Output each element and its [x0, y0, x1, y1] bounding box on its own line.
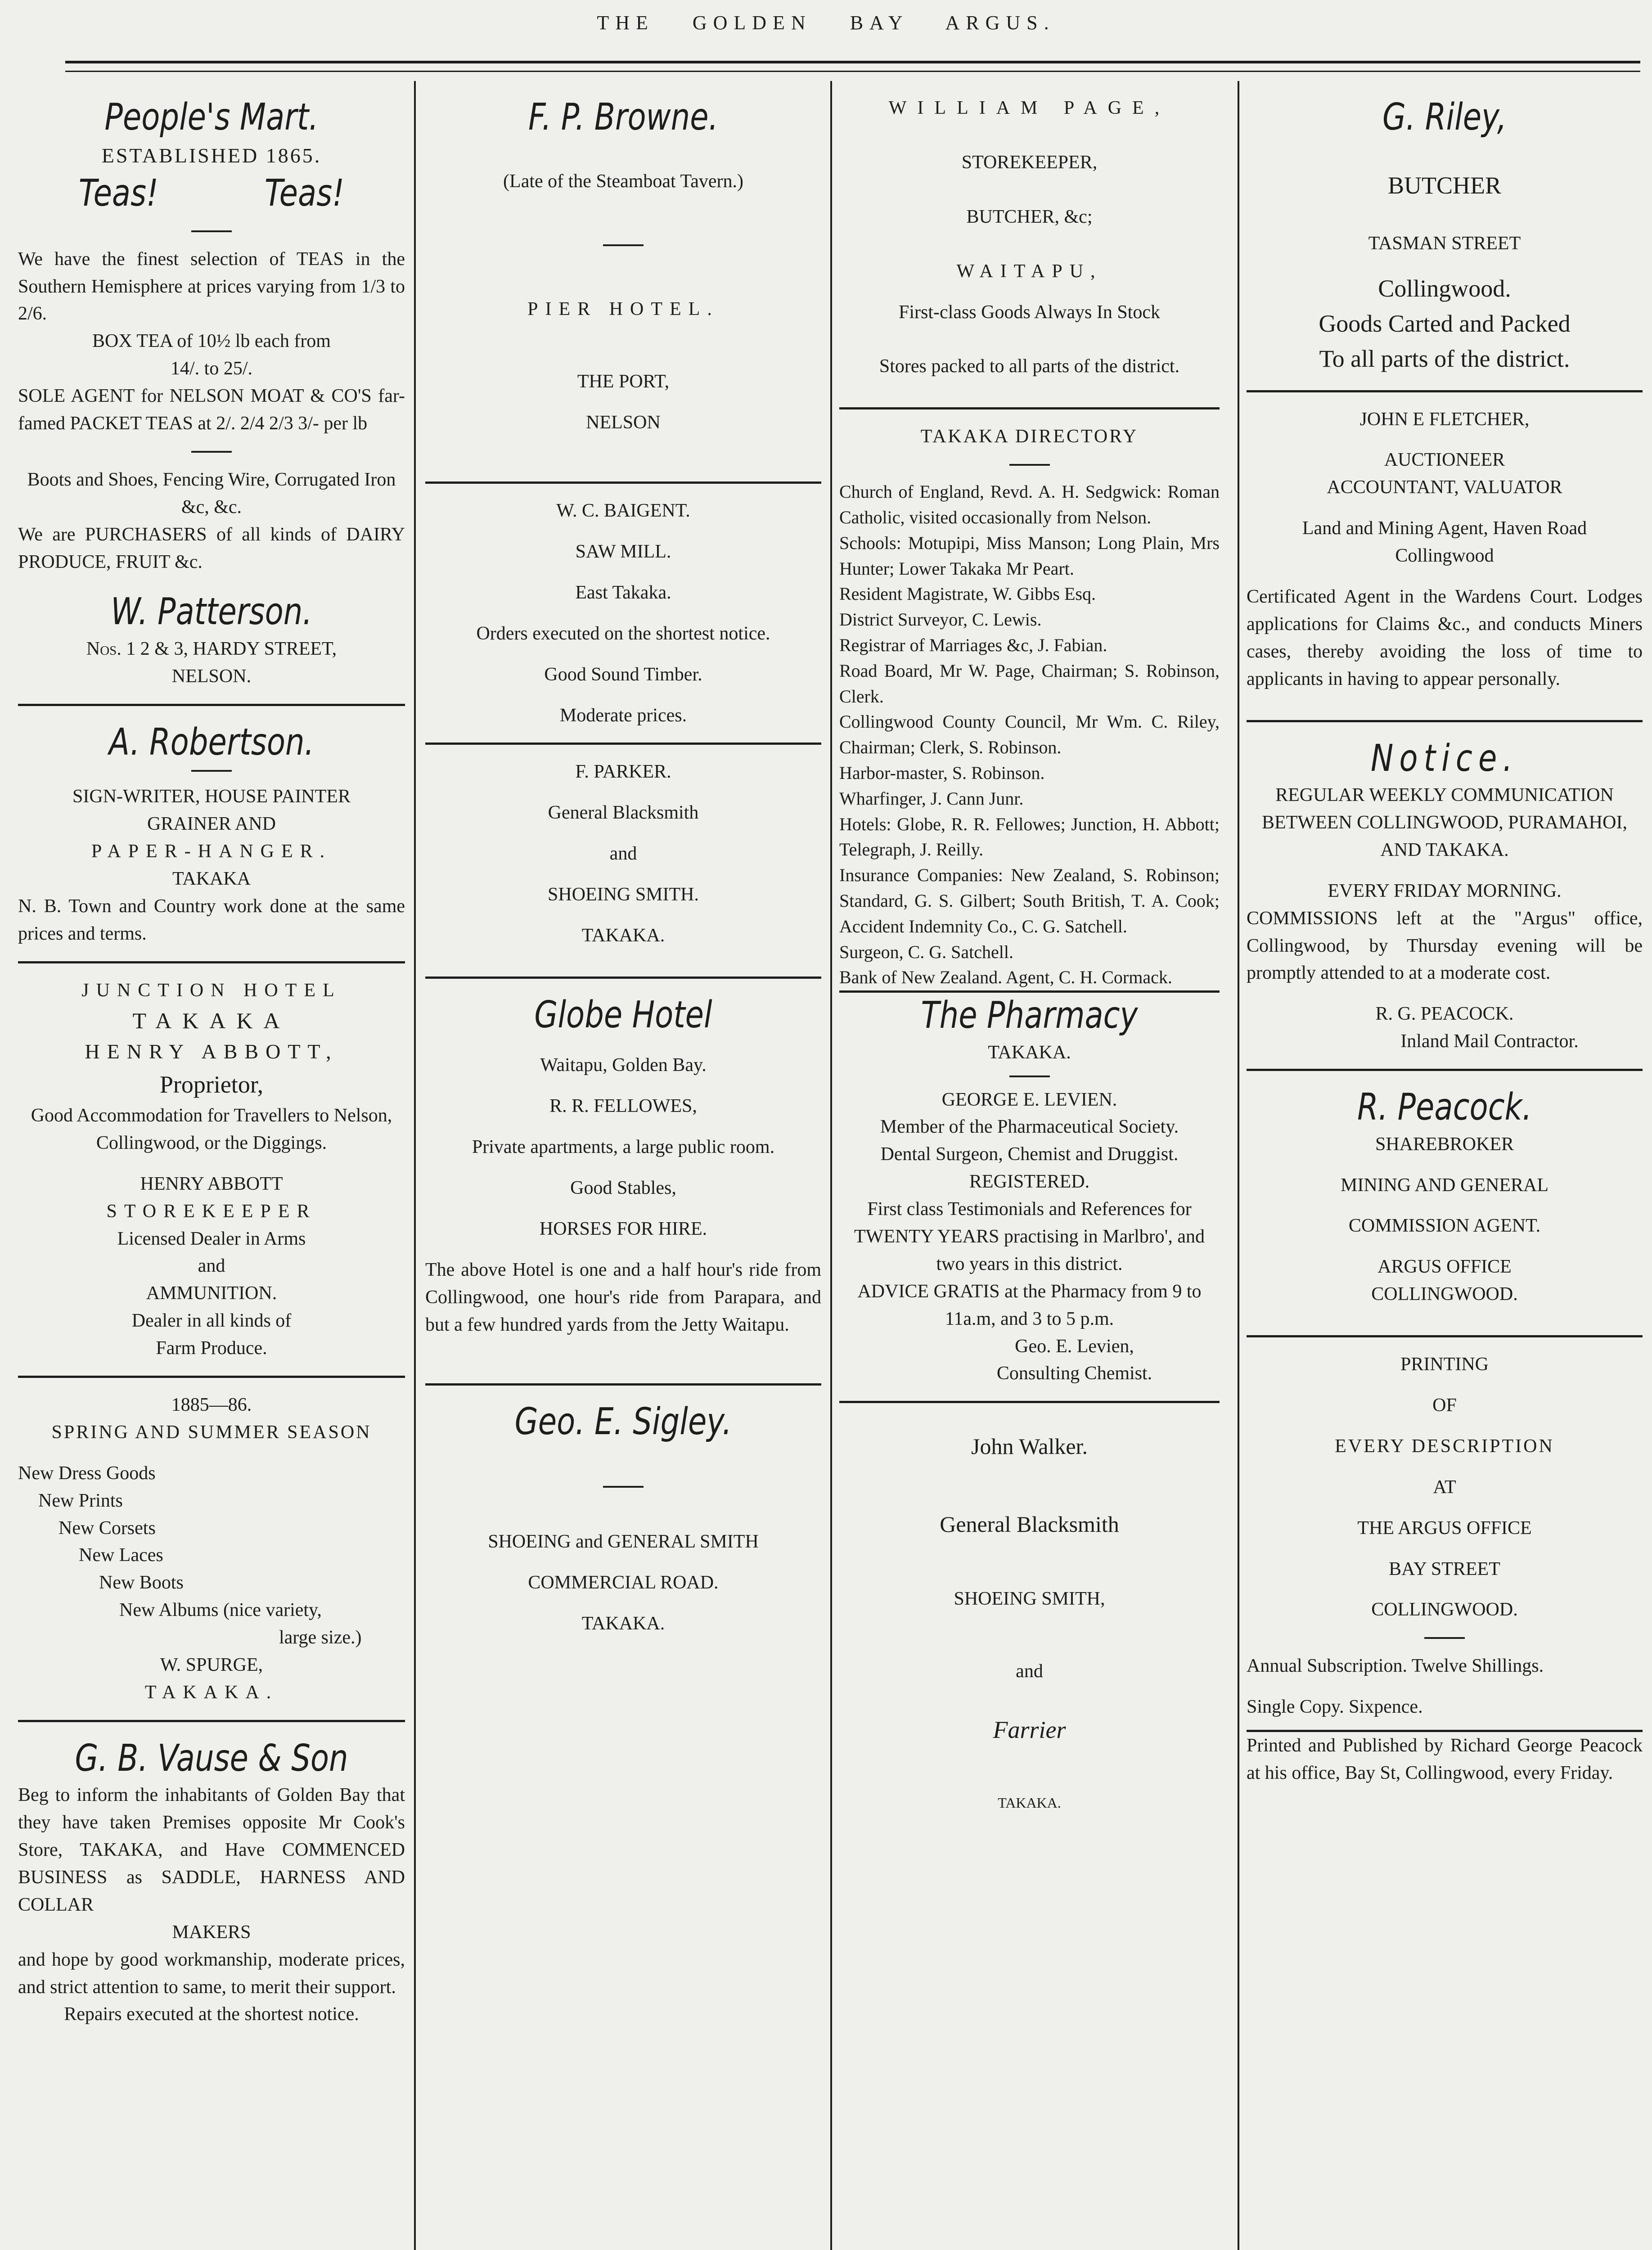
ad-title: W. Patterson. — [111, 590, 312, 634]
ad-text: and — [609, 843, 637, 864]
directory-entry: District Surveyor, C. Lewis. — [839, 609, 1042, 630]
ad-text: TAKAKA — [132, 1008, 291, 1033]
ad-text: SPRING AND SUMMER SEASON — [51, 1422, 372, 1443]
ad-text: Boots and Shoes, Fencing Wire, Corrugated Iron &c, &c. — [27, 469, 396, 518]
ad-text: Member of the Pharmaceutical Society. — [880, 1116, 1179, 1138]
ad-text: Goods Carted and Packed — [1319, 310, 1571, 337]
ad-text: Dealer in all kinds of — [131, 1310, 292, 1332]
ad-title: TAKAKA DIRECTORY — [920, 426, 1139, 447]
directory-entry: Road Board, Mr W. Page, Chairman; S. Robinson, Clerk. — [839, 660, 1220, 706]
ad-text: BUTCHER — [1387, 171, 1502, 199]
ad-text: Moderate prices. — [559, 705, 687, 726]
column-rule — [830, 81, 832, 2250]
ad-text: HENRY ABBOTT, — [85, 1040, 338, 1063]
ad-text: Consulting Chemist. — [996, 1363, 1152, 1384]
ad-text: SHOEING and GENERAL SMITH — [488, 1531, 759, 1552]
ad-text: N. B. Town and Country work done at the same prices and terms. — [18, 896, 405, 944]
column-2 — [425, 81, 821, 2250]
header-rule — [65, 61, 1640, 72]
ad-text: and — [198, 1256, 225, 1277]
ad-baigent — [425, 484, 821, 745]
ad-text: STOREKEEPER, — [961, 152, 1098, 173]
ad-text: General Blacksmith — [548, 802, 699, 824]
ad-peacock — [1247, 1071, 1643, 1337]
ad-text: COLLINGWOOD. — [1371, 1284, 1518, 1305]
ad-text: Nos. 1 2 & 3, HARDY STREET, — [86, 638, 337, 659]
directory-entry: Church of England, Revd. A. H. Sedgwick: Roman Catholic, visited occasionally from Nelson. — [839, 482, 1220, 528]
column-1 — [18, 81, 405, 2250]
ad-text: MINING AND GENERAL — [1341, 1174, 1548, 1196]
column-4 — [1247, 81, 1643, 2250]
newspaper-header: THE GOLDEN BAY ARGUS. — [597, 12, 1055, 34]
ad-text: Stores packed to all parts of the district. — [879, 356, 1180, 377]
ad-text: TAKAKA. — [988, 1042, 1071, 1063]
directory-entry: Collingwood County Council, Mr Wm. C. Riley, Chairman; Clerk, S. Robinson. — [839, 711, 1220, 758]
ad-text: TAKAKA. — [144, 1682, 279, 1703]
ad-sigley — [425, 1386, 821, 1637]
ad-pharmacy — [839, 993, 1220, 1403]
directory-entry: Wharfinger, J. Cann Junr. — [839, 788, 1024, 809]
ad-text: Orders executed on the shortest notice. — [476, 623, 770, 644]
column-rule — [1238, 81, 1239, 2250]
ad-title: W. C. BAIGENT. — [556, 500, 690, 522]
ad-text: BOX TEA of 10½ lb each from — [92, 331, 331, 352]
ad-text: COMMISSIONS left at the "Argus" office, Collingwood, by Thursday evening will be promptly attended to at a moderate cost. — [1247, 908, 1643, 984]
ad-text: TAKAKA. — [998, 1795, 1061, 1811]
ad-printing — [1247, 1337, 1643, 1787]
ad-title: John Walker. — [971, 1434, 1088, 1459]
list-item: New Albums (nice variety, — [119, 1600, 322, 1621]
ad-title: JOHN E FLETCHER, — [1359, 409, 1530, 430]
ad-text: Good Accommodation for Travellers to Nelson, Collingwood, or the Diggings. — [31, 1105, 392, 1153]
directory-entry: Bank of New Zealand. Agent, C. H. Cormack. — [839, 967, 1172, 988]
ad-text: 1885—86. — [171, 1395, 252, 1415]
divider — [191, 451, 232, 453]
ad-spurge — [18, 1378, 405, 1722]
ad-text: BUTCHER, &c; — [966, 206, 1093, 227]
ad-text: GRAINER AND — [147, 814, 276, 835]
ad-text: WAITAPU, — [956, 261, 1103, 282]
ad-text: TAKAKA — [172, 868, 251, 889]
ad-text: Licensed Dealer in Arms — [117, 1228, 306, 1249]
ad-text: HENRY ABBOTT — [140, 1173, 283, 1194]
ad-text: PAPER-HANGER. — [91, 841, 332, 862]
ad-notice — [1247, 722, 1643, 1071]
ad-text: Farrier — [993, 1716, 1066, 1744]
ad-text: REGULAR WEEKLY COMMUNICATION BETWEEN COLLINGWOOD, PURAMAHOI, AND TAKAKA. — [1262, 785, 1627, 860]
divider — [1424, 1637, 1465, 1639]
divider — [603, 244, 644, 246]
ad-text: SOLE AGENT for NELSON MOAT & CO'S far-famed PACKET TEAS at 2/. 2/4 2/3 3/- per lb — [18, 386, 405, 434]
ad-text: ACCOUNTANT, VALUATOR — [1327, 477, 1562, 498]
ad-title: Notice. — [1370, 737, 1519, 780]
ad-title: A. Robertson. — [108, 720, 315, 764]
imprint: Printed and Published by Richard George Peacock at his office, Bay St, Collingwood, every Friday. — [1247, 1735, 1643, 1783]
ad-title: R. Peacock. — [1357, 1086, 1532, 1129]
ad-text: THE ARGUS OFFICE — [1357, 1517, 1532, 1539]
ad-robertson — [18, 706, 405, 963]
column-rule — [414, 81, 416, 2250]
ad-text: Collingwood — [1395, 545, 1494, 567]
divider — [603, 1486, 644, 1488]
ad-title: F. P. Browne. — [528, 96, 719, 139]
ad-title: G. B. Vause & Son — [75, 1737, 348, 1780]
ad-title: The Pharmacy — [921, 994, 1138, 1037]
teas-left: Teas! — [78, 172, 159, 215]
divider — [1009, 464, 1050, 466]
ad-text: PRINTING — [1400, 1354, 1489, 1375]
ad-text: W. SPURGE, — [160, 1655, 263, 1676]
ad-text: Private apartments, a large public room. — [472, 1137, 775, 1158]
ad-text: To all parts of the district. — [1319, 345, 1570, 373]
ad-text: SHOEING SMITH, — [954, 1588, 1105, 1610]
ad-text: We have the finest selection of TEAS in the Southern Hemisphere at prices varying from 1/3 to 2/6. — [18, 248, 405, 324]
ad-text: MAKERS — [172, 1922, 251, 1943]
ad-text: Beg to inform the inhabitants of Golden Bay that they have taken Premises opposite Mr Cook's Store, TAKAKA, and Have COMMENCED BUSINESS as SADDLE, HARNESS AND COLLAR — [18, 1785, 405, 1915]
ad-text: East Takaka. — [575, 582, 671, 603]
ad-text: REGISTERED. — [969, 1171, 1090, 1192]
directory-entry: Surgeon, C. G. Satchell. — [839, 941, 1014, 962]
ad-text: Repairs executed at the shortest notice. — [64, 2004, 359, 2025]
ad-text: R. G. PEACOCK. — [1375, 1004, 1514, 1025]
ad-text: Geo. E. Levien, — [1015, 1336, 1134, 1357]
ad-text: General Blacksmith — [940, 1511, 1119, 1537]
ad-text: 14/. to 25/. — [170, 358, 252, 379]
ad-vause — [18, 1722, 405, 2029]
list-item: New Laces — [79, 1545, 163, 1566]
ad-text: We are PURCHASERS of all kinds of DAIRY PRODUCE, FRUIT &c. — [18, 524, 405, 572]
ad-text: COMMISSION AGENT. — [1348, 1215, 1541, 1237]
ad-text: ADVICE GRATIS at the Pharmacy from 9 to 11a.m, and 3 to 5 p.m. — [857, 1281, 1202, 1329]
ad-text: Certificated Agent in the Wardens Court. Lodges applications for Claims &c., and conducts Miners cases, thereby avoiding the loss of time to applicants in having to appear personally. — [1247, 586, 1643, 689]
ad-text: HORSES FOR HIRE. — [539, 1218, 707, 1239]
divider — [191, 230, 232, 232]
directory-entry: Hotels: Globe, R. R. Fellowes; Junction, H. Abbott; Telegraph, J. Reilly. — [839, 814, 1220, 860]
ad-browne — [425, 81, 821, 484]
ad-text: First-class Goods Always In Stock — [899, 302, 1160, 323]
ad-patterson — [18, 576, 405, 706]
ad-text: EVERY DESCRIPTION — [1335, 1436, 1554, 1457]
ad-text: Waitapu, Golden Bay. — [540, 1055, 707, 1076]
list-item: large size.) — [279, 1627, 362, 1648]
ad-text: Proprietor, — [159, 1071, 264, 1098]
ad-title: WILLIAM PAGE, — [888, 98, 1170, 118]
ad-text: NELSON. — [171, 666, 252, 687]
list-item: New Dress Goods — [18, 1462, 156, 1484]
ad-text: THE PORT, — [577, 371, 670, 392]
ad-title: F. PARKER. — [575, 761, 671, 783]
ad-text: AMMUNITION. — [146, 1283, 277, 1304]
ad-text: STOREKEEPER — [106, 1201, 317, 1222]
ad-riley — [1247, 81, 1643, 392]
ad-text: NELSON — [586, 412, 661, 433]
column-3 — [839, 81, 1220, 2250]
ad-title: People's Mart. — [104, 96, 319, 139]
ad-text: Collingwood. — [1378, 274, 1511, 302]
directory-entry: Harbor-master, S. Robinson. — [839, 763, 1045, 783]
ad-title: JUNCTION HOTEL — [81, 980, 342, 1001]
ad-text: R. R. FELLOWES, — [549, 1096, 697, 1117]
ad-text: SHAREBROKER — [1375, 1134, 1514, 1155]
teas-right: Teas! — [264, 172, 345, 215]
divider — [191, 770, 232, 772]
ad-text: Good Stables, — [570, 1178, 676, 1199]
ad-peoples-mart — [18, 81, 405, 576]
directory-entry: Resident Magistrate, W. Gibbs Esq. — [839, 584, 1096, 604]
ad-text: Land and Mining Agent, Haven Road — [1302, 518, 1587, 539]
ad-text: TAKAKA. — [581, 925, 665, 946]
ad-text: AUCTIONEER — [1384, 450, 1505, 471]
list-item: New Prints — [38, 1490, 123, 1511]
ad-globe-hotel — [425, 979, 821, 1386]
ad-page — [839, 81, 1220, 410]
ad-text: SAW MILL. — [575, 541, 671, 562]
ad-text: AT — [1433, 1476, 1456, 1498]
directory-entry: Registrar of Marriages &c, J. Fabian. — [839, 635, 1107, 656]
ad-text: GEORGE E. LEVIEN. — [941, 1089, 1117, 1110]
ad-parker — [425, 745, 821, 978]
ad-text: The above Hotel is one and a half hour's ride from Collingwood, one hour's ride from Parapara, and but a few hundred yards from the Jetty Waitapu. — [425, 1259, 821, 1335]
ad-text: Single Copy. Sixpence. — [1247, 1696, 1423, 1718]
ad-title: Globe Hotel — [534, 993, 712, 1036]
ad-text: First class Testimonials and References for TWENTY YEARS practising in Marlbro', and two years in this district. — [854, 1199, 1205, 1274]
list-item: New Boots — [99, 1572, 184, 1593]
ad-text: PIER HOTEL. — [527, 299, 719, 320]
list-item: New Corsets — [59, 1517, 156, 1539]
ad-text: ARGUS OFFICE — [1377, 1256, 1512, 1278]
ad-text: Inland Mail Contractor. — [1400, 1031, 1579, 1052]
ad-text: Annual Subscription. Twelve Shillings. — [1247, 1656, 1544, 1677]
ad-text: TAKAKA. — [581, 1613, 665, 1634]
ad-text: EVERY FRIDAY MORNING. — [1328, 880, 1562, 901]
ad-junction-hotel — [18, 963, 405, 1378]
ad-title: Geo. E. Sigley. — [514, 1400, 732, 1444]
ad-text: SIGN-WRITER, HOUSE PAINTER — [72, 786, 351, 807]
ad-text: and — [1016, 1661, 1043, 1682]
divider — [1009, 1076, 1050, 1077]
ad-fletcher — [1247, 392, 1643, 722]
ad-text: Good Sound Timber. — [544, 664, 702, 685]
ad-text: SHOEING SMITH. — [548, 884, 699, 905]
directory-entry: Schools: Motupipi, Miss Manson; Long Plain, Mrs Hunter; Lower Takaka Mr Peart. — [839, 532, 1220, 579]
established-line: ESTABLISHED 1865. — [101, 144, 322, 167]
ad-takaka-directory — [839, 410, 1220, 993]
ad-text: (Late of the Steamboat Tavern.) — [503, 171, 743, 192]
ad-text: OF — [1432, 1395, 1457, 1416]
directory-entry: Insurance Companies: New Zealand, S. Robinson; Standard, G. S. Gilbert; South British, T. A. Cook; Accident Indemnity Co., C. G. Satchell. — [839, 865, 1220, 936]
ad-walker — [839, 1403, 1220, 1813]
ad-text: BAY STREET — [1389, 1558, 1500, 1580]
ad-text: COMMERCIAL ROAD. — [528, 1572, 719, 1593]
ad-text: Dental Surgeon, Chemist and Druggist. — [880, 1144, 1179, 1165]
ad-text: and hope by good workmanship, moderate prices, and strict attention to same, to merit their support. — [18, 1949, 405, 1998]
ad-text: COLLINGWOOD. — [1371, 1599, 1518, 1620]
ad-text: Farm Produce. — [156, 1338, 267, 1359]
ad-title: G. Riley, — [1382, 96, 1507, 139]
ad-text: TASMAN STREET — [1368, 233, 1521, 254]
